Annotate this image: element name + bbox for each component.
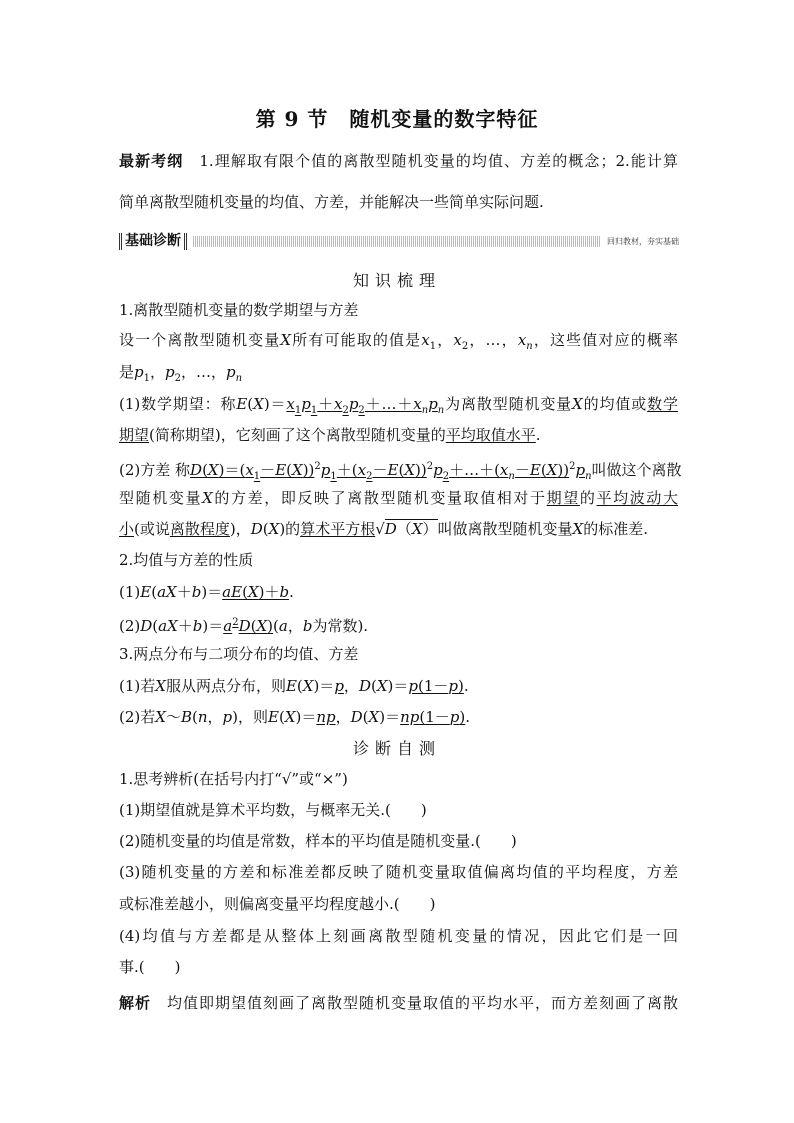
section-bar-label: 基础诊断: [119, 233, 187, 250]
variance-line-3: 小(或说离散程度)，D(X)的算术平方根√D（X）叫做离散型随机变量X的标准差.: [119, 520, 648, 538]
distribution-2: (2)若X～B(n，p)，则E(X)＝np，D(X)＝np(1－p).: [119, 708, 470, 726]
expectation-line-2: 期望(简称期望)，它刻画了这个离散型随机变量的平均取值水平.: [119, 426, 541, 444]
variance-line-2: 型随机变量X的方差，即反映了离散型随机变量取值相对于期望的平均波动大: [119, 489, 678, 507]
distribution-1: (1)若X服从两点分布，则E(X)＝p，D(X)＝p(1－p).: [119, 677, 469, 695]
knowledge-intro-1: 设一个离散型随机变量X所有可能取的值是$x_1$，$x_2$，…，$x_n$，这些值对应的概率: [119, 331, 678, 352]
section-bar: [119, 231, 679, 251]
statement-2: (2)随机变量的均值是常数，样本的平均值是随机变量.( ): [119, 832, 517, 850]
variance-line-1: (2)方差 称$D(X)=(x_1-E(X))^2p_1+(x_2-E(X))^2p_2+\dots+(x_n-E(X))^2p_n$叫做这个离散: [119, 461, 682, 482]
expectation-line-1: (1)数学期望：称$E(X)=x_1p_1+x_2p_2+\dots+x_np_n$为离散型随机变量X的均值或数学: [119, 395, 678, 416]
statement-3-line-2: 或标准差越小，则偏离变量平均程度越小.( ): [119, 895, 436, 913]
section-bar-subtitle: 回归教材，夯实基础: [607, 236, 679, 246]
statement-4-line-2: 事.( ): [119, 958, 181, 976]
exam-outline-line-2: 简单离散型随机变量的均值、方差，并能解决一些简单实际问题.: [119, 193, 544, 211]
knowledge-h3: 3.两点分布与二项分布的均值、方差: [119, 645, 359, 663]
section-bar-divider: [193, 236, 601, 247]
statement-1: (1)期望值就是算术平均数，与概率无关.( ): [119, 801, 427, 819]
property-2: $(2)D(aX+b)=a^2D(X)(a$，b为常数).: [119, 617, 369, 635]
diagnosis-q1: 1.思考辨析(在括号内打“√”或“×”): [119, 770, 348, 788]
knowledge-heading: 知识梳理: [352, 271, 441, 290]
diagnosis-heading: 诊断自测: [352, 739, 441, 758]
page-title: 第 9 节 随机变量的数字特征: [255, 107, 539, 131]
statement-4-line-1: (4)均值与方差都是从整体上刻画离散型随机变量的情况，因此它们是一回: [119, 927, 678, 945]
property-1: (1)E(aX＋b)＝aE(X)＋b.: [119, 583, 294, 601]
exam-outline-label: 最新考纲: [119, 152, 184, 170]
knowledge-h1: 1.离散型随机变量的数学期望与方差: [119, 301, 359, 319]
knowledge-h2: 2.均值与方差的性质: [119, 551, 254, 569]
analysis-label: 解析: [119, 994, 151, 1012]
analysis-line: [119, 992, 678, 1014]
exam-outline-text-1: 1.理解取有限个值的离散型随机变量的均值、方差的概念；2.能计算: [199, 152, 678, 170]
statement-3-line-1: (3)随机变量的方差和标准差都反映了随机变量取值偏离均值的平均程度，方差: [119, 863, 678, 881]
analysis-text: 均值即期望值刻画了离散型随机变量取值的平均水平，而方差刻画了离散: [167, 994, 678, 1012]
exam-outline-line-1: [119, 150, 678, 172]
knowledge-intro-2: 是$p_1$，$p_2$，…，$p_n$: [119, 363, 243, 384]
